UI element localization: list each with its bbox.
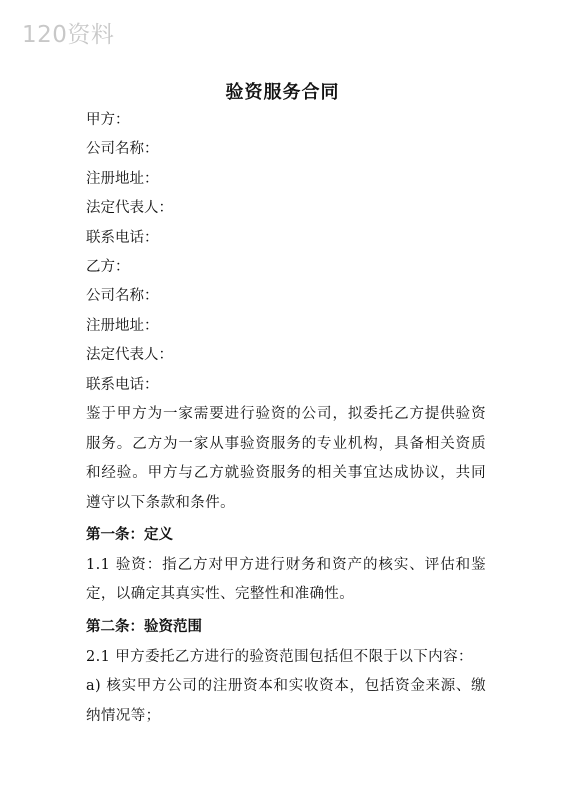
preamble-paragraph: 鉴于甲方为一家需要进行验资的公司，拟委托乙方提供验资服务。乙方为一家从事验资服务的专业机构，具备相关资质和经验。甲方与乙方就验资服务的相关事宜达成协议，共同遵守以下条款和条件。 xyxy=(86,405,486,511)
document-title: 验资服务合同 xyxy=(225,82,340,103)
party-b-label: 乙方： xyxy=(86,258,130,275)
party-b-representative-field: 法定代表人： xyxy=(86,347,173,364)
section-heading: 第二条：验资范围 xyxy=(86,619,202,636)
section-heading: 第一条：定义 xyxy=(86,527,173,544)
party-a-phone-field: 联系电话： xyxy=(86,229,159,246)
party-b-address-field: 注册地址： xyxy=(86,317,159,334)
party-b-company-field: 公司名称： xyxy=(86,288,159,305)
party-a-company-field: 公司名称： xyxy=(86,141,159,158)
party-a-address-field: 注册地址： xyxy=(86,170,159,187)
watermark: 120资料 xyxy=(22,22,115,48)
party-a-representative-field: 法定代表人： xyxy=(86,200,173,217)
section-paragraph: a) 核实甲方公司的注册资本和实收资本，包括资金来源、缴纳情况等； xyxy=(86,678,486,724)
section-paragraph: 2.1 甲方委托乙方进行的验资范围包括但不限于以下内容： xyxy=(86,648,473,665)
section-paragraph: 1.1 验资：指乙方对甲方进行财务和资产的核实、评估和鉴定，以确定其真实性、完整性和准确性。 xyxy=(86,556,486,603)
document-body xyxy=(86,106,486,731)
party-a-label: 甲方： xyxy=(86,112,130,128)
party-b-phone-field: 联系电话： xyxy=(86,376,159,393)
